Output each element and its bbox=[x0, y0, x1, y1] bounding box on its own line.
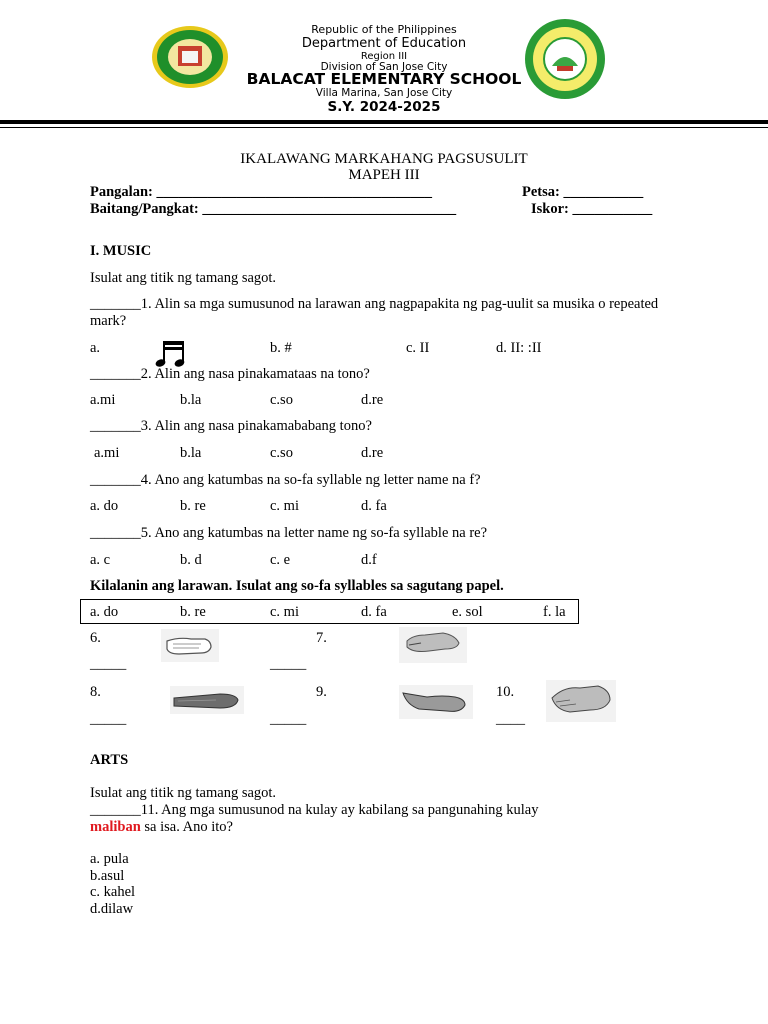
q3-option-b: b.la bbox=[180, 445, 202, 461]
music-heading: I. MUSIC bbox=[90, 243, 152, 259]
item-8-blank[interactable]: _____ bbox=[90, 711, 127, 727]
item-7-blank[interactable]: _____ bbox=[270, 656, 307, 672]
question-5: _______5. Ano ang katumbas na letter name ng so-fa syllable na re? bbox=[90, 525, 488, 541]
q3-option-c: c.so bbox=[270, 445, 293, 461]
q1-option-d: d. II: :II bbox=[496, 340, 542, 356]
arts-instruction: Isulat ang titik ng tamang sagot. bbox=[90, 785, 277, 801]
music-instruction: Isulat ang titik ng tamang sagot. bbox=[90, 270, 277, 286]
hand-sign-sol-image bbox=[546, 680, 616, 722]
q11-option-b: b.asul bbox=[90, 868, 125, 884]
q1-option-b: b. # bbox=[270, 340, 292, 356]
header-republic: Republic of the Philippines bbox=[311, 23, 457, 36]
item-10-number: 10. bbox=[496, 684, 515, 700]
q11-option-d: d.dilaw bbox=[90, 901, 134, 917]
q4-option-a: a. do bbox=[90, 498, 119, 514]
q5-option-c: c. e bbox=[270, 552, 291, 568]
question-1: _______1. Alin sa mga sumusunod na larawan ang nagpapakita ng pag-uulit sa musika o repeated mark? bbox=[90, 296, 659, 329]
header-division: Division of San Jose City bbox=[320, 61, 448, 73]
question-11-text-end: sa isa. Ano ito? bbox=[140, 819, 233, 835]
identify-instruction: Kilalanin ang larawan. Isulat ang so-fa syllables sa sagutang papel. bbox=[90, 578, 504, 594]
date-field[interactable]: Petsa: ___________ bbox=[522, 184, 644, 200]
question-11 bbox=[90, 802, 670, 836]
header-address: Villa Marina, San Jose City bbox=[315, 87, 453, 99]
arts-heading: ARTS bbox=[90, 752, 129, 768]
header-school-year: S.Y. 2024-2025 bbox=[327, 99, 441, 115]
q5-option-a: a. c bbox=[90, 552, 111, 568]
score-field[interactable]: Iskor: ___________ bbox=[531, 201, 653, 217]
header-divider-thin bbox=[0, 127, 768, 128]
question-2: _______2. Alin ang nasa pinakamataas na tono? bbox=[90, 366, 370, 382]
box-option-a: a. do bbox=[90, 604, 119, 620]
question-11-text: _______11. Ang mga sumusunod na kulay ay kabilang sa pangunahing kulay bbox=[90, 802, 539, 818]
q3-option-d: d.re bbox=[361, 445, 384, 461]
q2-option-d: d.re bbox=[361, 392, 384, 408]
item-6-number: 6. bbox=[90, 630, 101, 646]
name-field[interactable]: Pangalan: ______________________________________ bbox=[90, 184, 432, 200]
question-11-highlight: maliban bbox=[90, 819, 141, 835]
q11-option-c: c. kahel bbox=[90, 884, 136, 900]
item-6-blank[interactable]: _____ bbox=[90, 656, 127, 672]
q5-option-b: b. d bbox=[180, 552, 202, 568]
box-option-f: f. la bbox=[543, 604, 566, 620]
item-9-blank[interactable]: _____ bbox=[270, 711, 307, 727]
q4-option-d: d. fa bbox=[361, 498, 387, 514]
answer-choices-box bbox=[80, 599, 579, 624]
question-3: _______3. Alin ang nasa pinakamababang tono? bbox=[90, 418, 372, 434]
hand-sign-mi-image bbox=[170, 686, 244, 714]
q2-option-a: a.mi bbox=[90, 392, 116, 408]
item-8-number: 8. bbox=[90, 684, 101, 700]
grade-section-field[interactable]: Baitang/Pangkat: ___________________________________ bbox=[90, 201, 457, 217]
q2-option-c: c.so bbox=[270, 392, 293, 408]
q11-option-a: a. pula bbox=[90, 851, 129, 867]
hand-sign-do-image bbox=[161, 629, 219, 662]
item-10-blank[interactable]: ____ bbox=[496, 711, 525, 727]
q1-option-c: c. II bbox=[406, 340, 430, 356]
header-divider-thick bbox=[0, 120, 768, 124]
header-school-name: BALACAT ELEMENTARY SCHOOL bbox=[246, 70, 522, 88]
exam-subject: MAPEH III bbox=[348, 167, 420, 183]
q2-option-b: b.la bbox=[180, 392, 202, 408]
question-4: _______4. Ano ang katumbas na so-fa syllable ng letter name na f? bbox=[90, 472, 481, 488]
q4-option-c: c. mi bbox=[270, 498, 299, 514]
box-option-e: e. sol bbox=[452, 604, 483, 620]
hand-sign-fa-image bbox=[399, 685, 473, 719]
q4-option-b: b. re bbox=[180, 498, 206, 514]
q5-option-d: d.f bbox=[361, 552, 377, 568]
item-9-number: 9. bbox=[316, 684, 327, 700]
exam-title: IKALAWANG MARKAHANG PAGSUSULIT bbox=[240, 151, 528, 167]
hand-sign-re-image bbox=[399, 627, 467, 663]
box-option-b: b. re bbox=[180, 604, 206, 620]
box-option-d: d. fa bbox=[361, 604, 387, 620]
header-region: Region III bbox=[360, 51, 408, 62]
q3-option-a: a.mi bbox=[94, 445, 120, 461]
q1-option-a: a. bbox=[90, 340, 101, 356]
item-7-number: 7. bbox=[316, 630, 327, 646]
header-department: Department of Education bbox=[301, 36, 467, 51]
box-option-c: c. mi bbox=[270, 604, 299, 620]
